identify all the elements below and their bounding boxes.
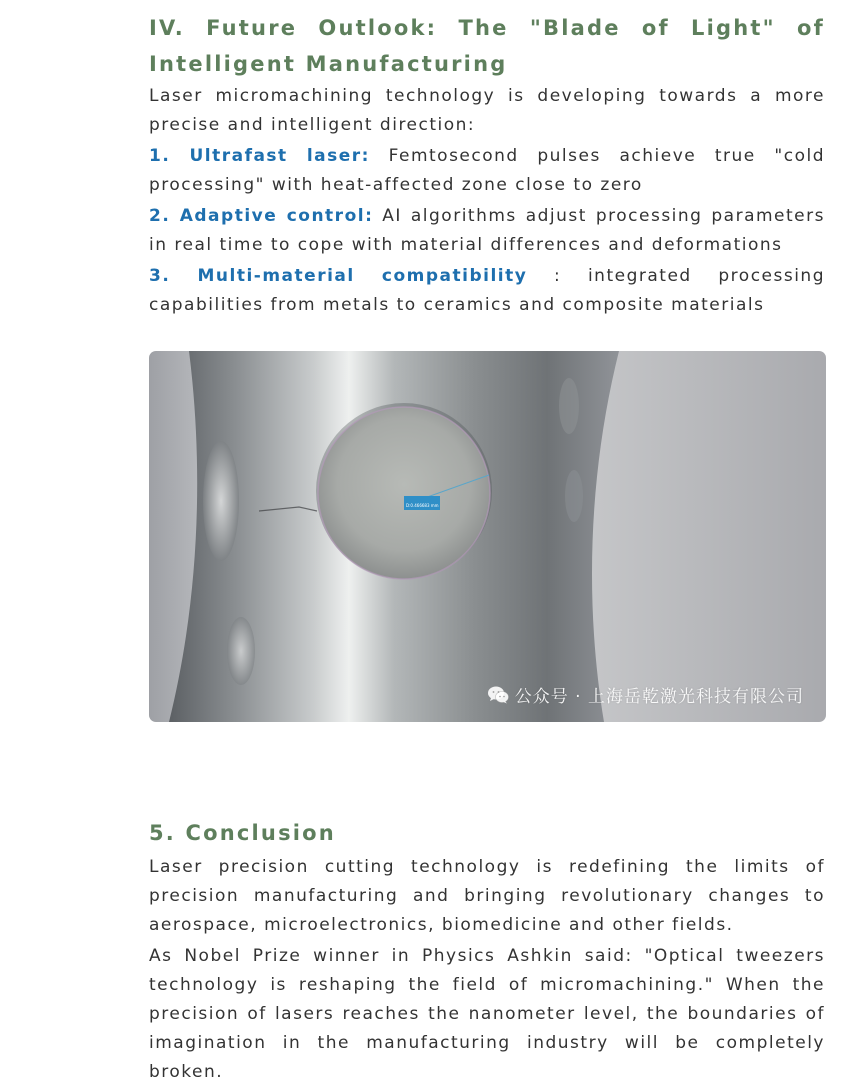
item-text: : integrated processing capabilities from metals to ceramics and composite materials [149,266,825,315]
conclusion-paragraph: As Nobel Prize winner in Physics Ashkin said: "Optical tweezers technology is reshaping the field of micromachining." When the precision of lasers reaches the nanometer level, the boundaries of imagination in the manufacturing industry will be completely broken. [149,946,825,1082]
list-item [149,142,825,200]
item-text: Femtosecond pulses achieve true "cold processing" with heat-affected zone close to zero [149,146,825,195]
measure-label: D:0.466683 mm [406,503,439,508]
item-label: 2. Adaptive control: [149,206,374,226]
item-label: 3. Multi-material compatibility [149,266,528,286]
watermark [487,682,804,707]
outlook-intro: Laser micromachining technology is developing towards a more precise and intelligent direction: [149,86,825,135]
microscope-image [149,351,826,722]
list-item [149,262,825,320]
conclusion-section [149,815,825,1087]
item-text: AI algorithms adjust processing parameters in real time to cope with material differences and deformations [149,206,825,255]
list-item [149,202,825,260]
watermark-text: 公众号 · 上海岳乾激光科技有限公司 [514,687,804,707]
outlook-section [149,10,825,320]
conclusion-paragraph: Laser precision cutting technology is redefining the limits of precision manufacturing and bringing revolutionary changes to aerospace, microelectronics, biomedicine and other fields. [149,857,825,935]
wechat-icon [487,686,509,704]
microscope-photo [149,351,826,722]
outlook-heading: IV. Future Outlook: The "Blade of Light" of Intelligent Manufacturing [149,16,825,76]
conclusion-heading: 5. Conclusion [149,821,336,845]
item-label: 1. Ultrafast laser: [149,146,370,166]
